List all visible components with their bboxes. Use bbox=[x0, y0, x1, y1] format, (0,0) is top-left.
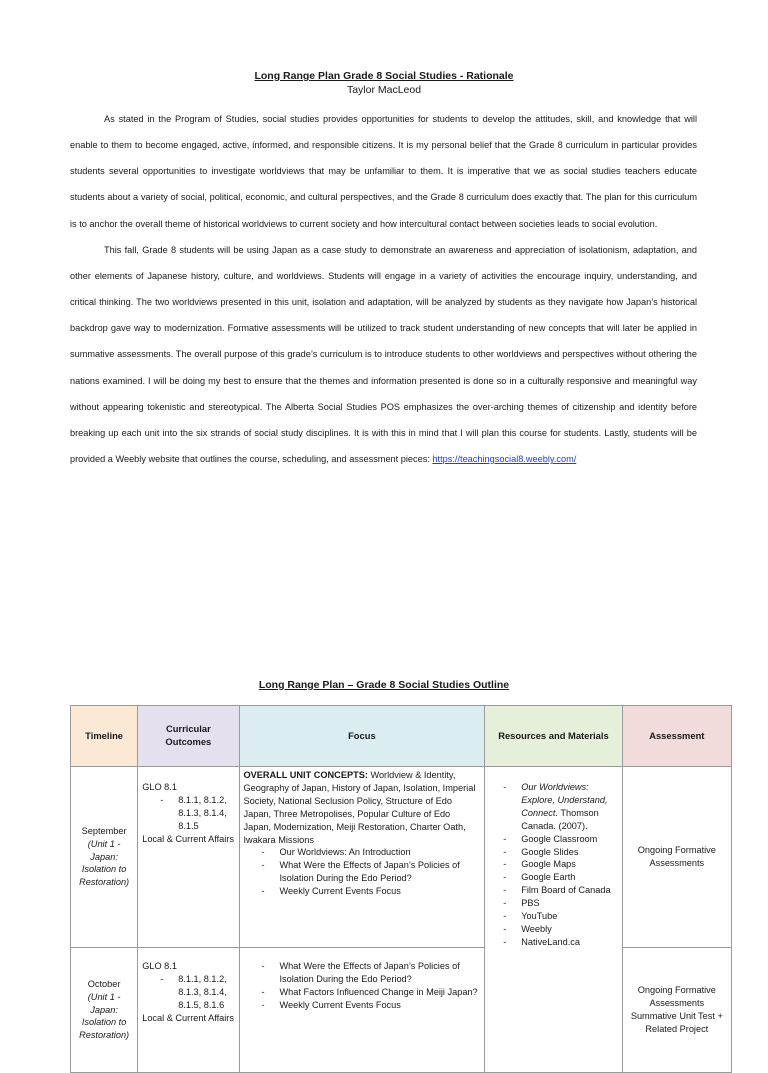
focus-item: - Weekly Current Events Focus bbox=[244, 999, 481, 1012]
table-row bbox=[71, 948, 732, 1073]
resource-item: - PBS bbox=[489, 897, 617, 910]
assessment-cell: Ongoing Formative Assessments Summative Unit Test + Related Project bbox=[622, 948, 731, 1073]
focus-item: - What Were the Effects of Japan’s Policies of Isolation During the Edo Period? bbox=[244, 960, 481, 986]
local-affairs: Local & Current Affairs bbox=[142, 833, 234, 844]
rationale-text bbox=[70, 106, 697, 472]
resource-item: - Google Earth bbox=[489, 871, 617, 884]
header-curricular-outcomes: Curricular Outcomes bbox=[138, 706, 239, 767]
author-name: Taylor MacLeod bbox=[346, 84, 422, 96]
resource-item: - NativeLand.ca bbox=[489, 936, 617, 949]
month: September bbox=[81, 825, 127, 836]
resources-list bbox=[489, 781, 617, 949]
outline-table bbox=[70, 705, 732, 1073]
unit-concepts bbox=[244, 769, 481, 846]
paragraph-2-text: This fall, Grade 8 students will be using Japan as a case study to demonstrate an awareness and appreciation of isolationism, adaptation, and other elements of Japanese history, culture, and worldviews. Students will engage in a variety of activities the encourage inquiry, understanding, and critical thinking. The two worldviews presented in this unit, isolation and adaptation, will be analyzed by students as they navigate how Japan’s historical backdrop gave way to modernization. Formative assessments will be utilized to track student understanding of new concepts that will later be applied in summative assessments. The overall purpose of this grade’s curriculum is to introduce students to other worldviews and perspectives without othering the nations examined. I will be doing my best to ensure that the themes and information presented is done so in a culturally responsive and meaningful way without appearing tokenistic and stereotypical. The Alberta Social Studies POS emphasizes the over-arching themes of citizenship and identity before breaking up each unit into the six strands of social study disciplines. It is with this in mind that I will plan this course for students. Lastly, students will be provided a Weebly website that outlines the course, scheduling, and assessment pieces: bbox=[70, 244, 697, 465]
resource-item: - Google Maps bbox=[489, 858, 617, 871]
timeline-cell bbox=[71, 948, 138, 1073]
table-header-row bbox=[71, 706, 732, 767]
focus-list bbox=[244, 846, 481, 898]
header-resources: Resources and Materials bbox=[485, 706, 622, 767]
month: October bbox=[87, 978, 121, 989]
header-timeline: Timeline bbox=[71, 706, 138, 767]
header-assessment: Assessment bbox=[622, 706, 731, 767]
timeline-cell bbox=[71, 767, 138, 948]
outcomes-list bbox=[142, 973, 234, 1012]
focus-list bbox=[244, 960, 481, 1012]
glo-label: GLO 8.1 bbox=[142, 782, 177, 792]
unit-label: (Unit 1 - Japan: Isolation to Restoration) bbox=[79, 991, 130, 1041]
assessment-cell: Ongoing Formative Assessments bbox=[622, 767, 731, 948]
outcome-item: - 8.1.1, 8.1.2, 8.1.3, 8.1.4, 8.1.5 bbox=[142, 794, 234, 833]
resources-cell bbox=[485, 767, 622, 1073]
resource-item: - Google Classroom bbox=[489, 833, 617, 846]
paragraph-2 bbox=[70, 237, 697, 472]
focus-cell bbox=[239, 767, 485, 948]
focus-item: - What Factors Influenced Change in Meiji Japan? bbox=[244, 986, 481, 999]
concepts-label: OVERALL UNIT CONCEPTS: bbox=[243, 770, 368, 780]
resource-item: - Film Board of Canada bbox=[489, 884, 617, 897]
header-focus: Focus bbox=[239, 706, 485, 767]
local-affairs: Local & Current Affairs bbox=[142, 1012, 234, 1023]
outcomes-list bbox=[142, 794, 234, 833]
weebly-link[interactable]: https://teachingsocial8.weebly.com/ bbox=[432, 454, 577, 465]
document-title: Long Range Plan Grade 8 Social Studies - Rationale bbox=[254, 70, 514, 82]
glo-label: GLO 8.1 bbox=[142, 961, 177, 971]
resource-item bbox=[489, 781, 617, 833]
unit-label: (Unit 1 - Japan: Isolation to Restoration) bbox=[79, 838, 130, 888]
concepts-text: Worldview & Identity, Geography of Japan, History of Japan, Isolation, Imperial Society, National Seclusion Policy, Structure of Edo Japan, Three Metropolises, Popular Culture of Edo Japan, Modernization, Meiji Restoration, Charter Oath, Iwakara Missions bbox=[243, 770, 476, 845]
paragraph-1: As stated in the Program of Studies, social studies provides opportunities for students to develop the attitudes, skill, and knowledge that will enable to them to become engaged, active, informed, and responsible citizens. It is my personal belief that the Grade 8 curriculum in particular provides students several opportunities to investigate worldviews that may be unfamiliar to them. It is imperative that we as social studies teachers educate students about a variety of social, political, economic, and cultural perspectives, and the Grade 8 curriculum does exactly that. The plan for this curriculum is to anchor the overall theme of historical worldviews to current society and how intercultural contact between societies leads to social evolution. bbox=[70, 114, 697, 229]
outcomes-cell bbox=[138, 948, 239, 1073]
focus-item: - Our Worldviews: An Introduction bbox=[244, 846, 481, 859]
outline-title: Long Range Plan – Grade 8 Social Studies Outline bbox=[258, 679, 510, 691]
focus-item: - What Were the Effects of Japan’s Policies of Isolation During the Edo Period? bbox=[244, 859, 481, 885]
textbook-title: Our Worldviews: Explore, Understand, Connect. bbox=[521, 782, 608, 818]
resource-item: - YouTube bbox=[489, 910, 617, 923]
focus-item: - Weekly Current Events Focus bbox=[244, 885, 481, 898]
focus-cell bbox=[239, 948, 485, 1073]
textbook-publisher: Thomson Canada. (2007). bbox=[521, 807, 599, 831]
resource-item: - Weebly bbox=[489, 923, 617, 936]
resource-item: - Google Slides bbox=[489, 846, 617, 859]
outcomes-cell bbox=[138, 767, 239, 948]
outcome-item: - 8.1.1, 8.1.2, 8.1.3, 8.1.4, 8.1.5, 8.1.6 bbox=[142, 973, 234, 1012]
table-row bbox=[71, 767, 732, 948]
